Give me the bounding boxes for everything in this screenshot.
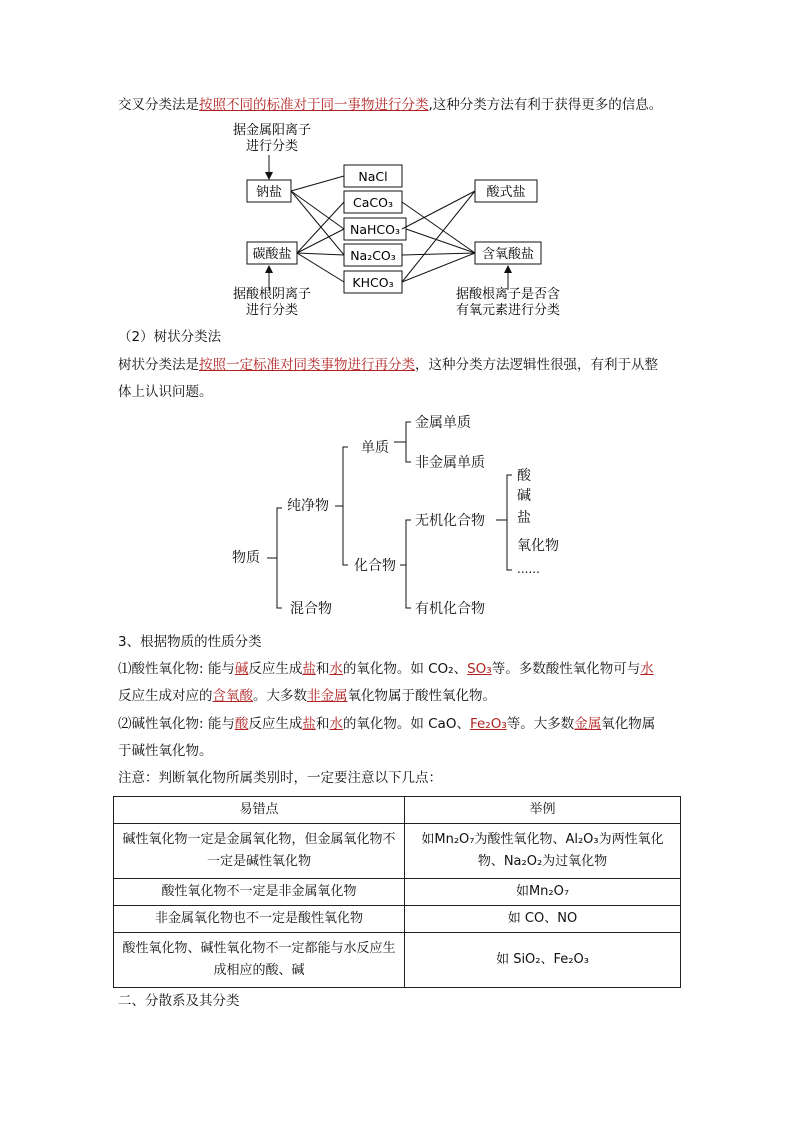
table-cell: 酸性氧化物、碱性氧化物不一定都能与水反应生成相应的酸、碱 <box>114 933 405 988</box>
bottom-left-note-1: 据酸根阴离子 <box>232 287 312 302</box>
intro-prefix: 交叉分类法是 <box>118 97 199 113</box>
tree-metal: 金属单质 <box>415 415 471 431</box>
oxide-notes-table <box>113 796 681 988</box>
text-span: 反应生成 <box>248 661 303 677</box>
acidic-oxide-line2 <box>118 686 496 706</box>
highlight-base: 碱 <box>234 661 249 677</box>
highlight-salt: 盐 <box>302 661 316 677</box>
text-span: 和 <box>315 661 330 677</box>
tree-definition: 按照一定标准对同类事物进行再分类 <box>199 357 415 373</box>
footer-heading: 二、分散系及其分类 <box>118 993 240 1009</box>
tree-definition-line <box>118 355 658 375</box>
tree-pure: 纯净物 <box>287 498 329 514</box>
note-line: 注意：判断氧化物所属类别时，一定要注意以下几点： <box>118 770 442 786</box>
table-row <box>114 933 681 988</box>
table-header-example: 举例 <box>405 797 681 824</box>
highlight-metal: 金属 <box>574 716 602 732</box>
tree-compound: 化合物 <box>354 558 396 574</box>
tree-ellipsis: ...... <box>517 562 540 576</box>
tree-prefix: 树状分类法是 <box>118 357 199 373</box>
tree-nonmetal: 非金属单质 <box>415 455 485 471</box>
carbonate-label: 碳酸盐 <box>252 247 292 262</box>
tree-salt: 盐 <box>517 510 531 526</box>
highlight-fe2o3: Fe₂O₃ <box>469 716 507 732</box>
na2co3-label: Na₂CO₃ <box>350 248 396 263</box>
tree-base: 碱 <box>517 488 531 504</box>
table-cell: 如Mn₂O₇ <box>405 879 681 906</box>
table-row <box>114 906 681 933</box>
tree-suffix: ，这种分类方法逻辑性很强，有利于从整 <box>415 357 658 373</box>
table-cell: 碱性氧化物一定是金属氧化物，但金属氧化物不一定是碱性氧化物 <box>114 824 405 879</box>
highlight-salt-2: 盐 <box>302 716 316 732</box>
table-header-row <box>114 797 681 824</box>
bottom-right-note-2: 有氧元素进行分类 <box>455 303 561 318</box>
tree-acid: 酸 <box>517 468 531 484</box>
highlight-nonmetal: 非金属 <box>307 688 348 704</box>
intro-definition: 按照不同的标准对于同一事物进行分类 <box>199 97 429 113</box>
top-note-1: 据金属阳离子 <box>232 123 312 138</box>
text-span: 反应生成 <box>248 716 303 732</box>
text-span: 氧化物属于酸性氧化物。 <box>347 688 496 704</box>
table-cell: 如 CO、NO <box>405 906 681 933</box>
table-cell: 非金属氧化物也不一定是酸性氧化物 <box>114 906 405 933</box>
tree-inorganic: 无机化合物 <box>415 513 485 529</box>
text-span: 和 <box>315 716 330 732</box>
text-span: ⑵碱性氧化物: 能与 <box>118 716 235 732</box>
table-row <box>114 879 681 906</box>
tree-root: 物质 <box>232 550 260 566</box>
tree-mixture: 混合物 <box>290 601 332 617</box>
text-span: 等。多数酸性氧化物可与 <box>491 661 641 677</box>
table-row <box>114 824 681 879</box>
highlight-water-3: 水 <box>329 716 343 732</box>
acidic-oxide-line1 <box>118 659 654 679</box>
table-header-error: 易错点 <box>114 797 405 824</box>
oxyacid-salt-label: 含氧酸盐 <box>481 247 535 262</box>
highlight-water: 水 <box>329 661 343 677</box>
text-span: 的氧化物。如 CO₂、 <box>342 661 468 677</box>
tree-classification-diagram <box>0 400 794 630</box>
text-span: ⑴酸性氧化物: 能与 <box>118 661 235 677</box>
table-cell: 酸性氧化物不一定是非金属氧化物 <box>114 879 405 906</box>
table-cell: 如Mn₂O₇为酸性氧化物、Al₂O₃为两性氧化物、Na₂O₂为过氧化物 <box>405 824 681 879</box>
acid-salt-label: 酸式盐 <box>486 185 526 200</box>
text-span: 等。大多数 <box>506 716 575 732</box>
nahco3-label: NaHCO₃ <box>350 222 400 237</box>
highlight-water-2: 水 <box>640 661 654 677</box>
text-span: 的氧化物。如 CaO、 <box>342 716 470 732</box>
highlight-acid: 酸 <box>234 716 249 732</box>
basic-oxide-line2: 于碱性氧化物。 <box>118 743 213 759</box>
caco3-label: CaCO₃ <box>353 195 393 210</box>
sodium-salt-label: 钠盐 <box>255 185 283 200</box>
table-cell: 如 SiO₂、Fe₂O₃ <box>405 933 681 988</box>
text-span: 。大多数 <box>253 688 307 704</box>
basic-oxide-line1 <box>118 714 655 734</box>
section3-heading: 3、根据物质的性质分类 <box>118 634 262 650</box>
nacl-label: NaCl <box>358 169 388 184</box>
intro-suffix: ,这种分类方法有利于获得更多的信息。 <box>428 97 663 113</box>
text-span: 氧化物属 <box>601 716 656 732</box>
cross-classification-diagram <box>0 0 794 330</box>
bottom-right-note-1: 据酸根离子是否含 <box>455 287 561 302</box>
tree-oxide: 氧化物 <box>517 538 559 554</box>
highlight-oxyacid: 含氧酸 <box>212 688 253 704</box>
tree-organic: 有机化合物 <box>415 601 485 617</box>
tree-line2: 体上认识问题。 <box>118 384 213 400</box>
text-span: 反应生成对应的 <box>118 688 213 704</box>
khco3-label: KHCO₃ <box>352 275 394 290</box>
top-note-2: 进行分类 <box>245 139 299 154</box>
bottom-left-note-2: 进行分类 <box>245 303 299 318</box>
highlight-so3: SO₃ <box>467 661 492 677</box>
tree-element: 单质 <box>361 440 389 456</box>
tree-heading: （2）树状分类法 <box>118 329 222 345</box>
